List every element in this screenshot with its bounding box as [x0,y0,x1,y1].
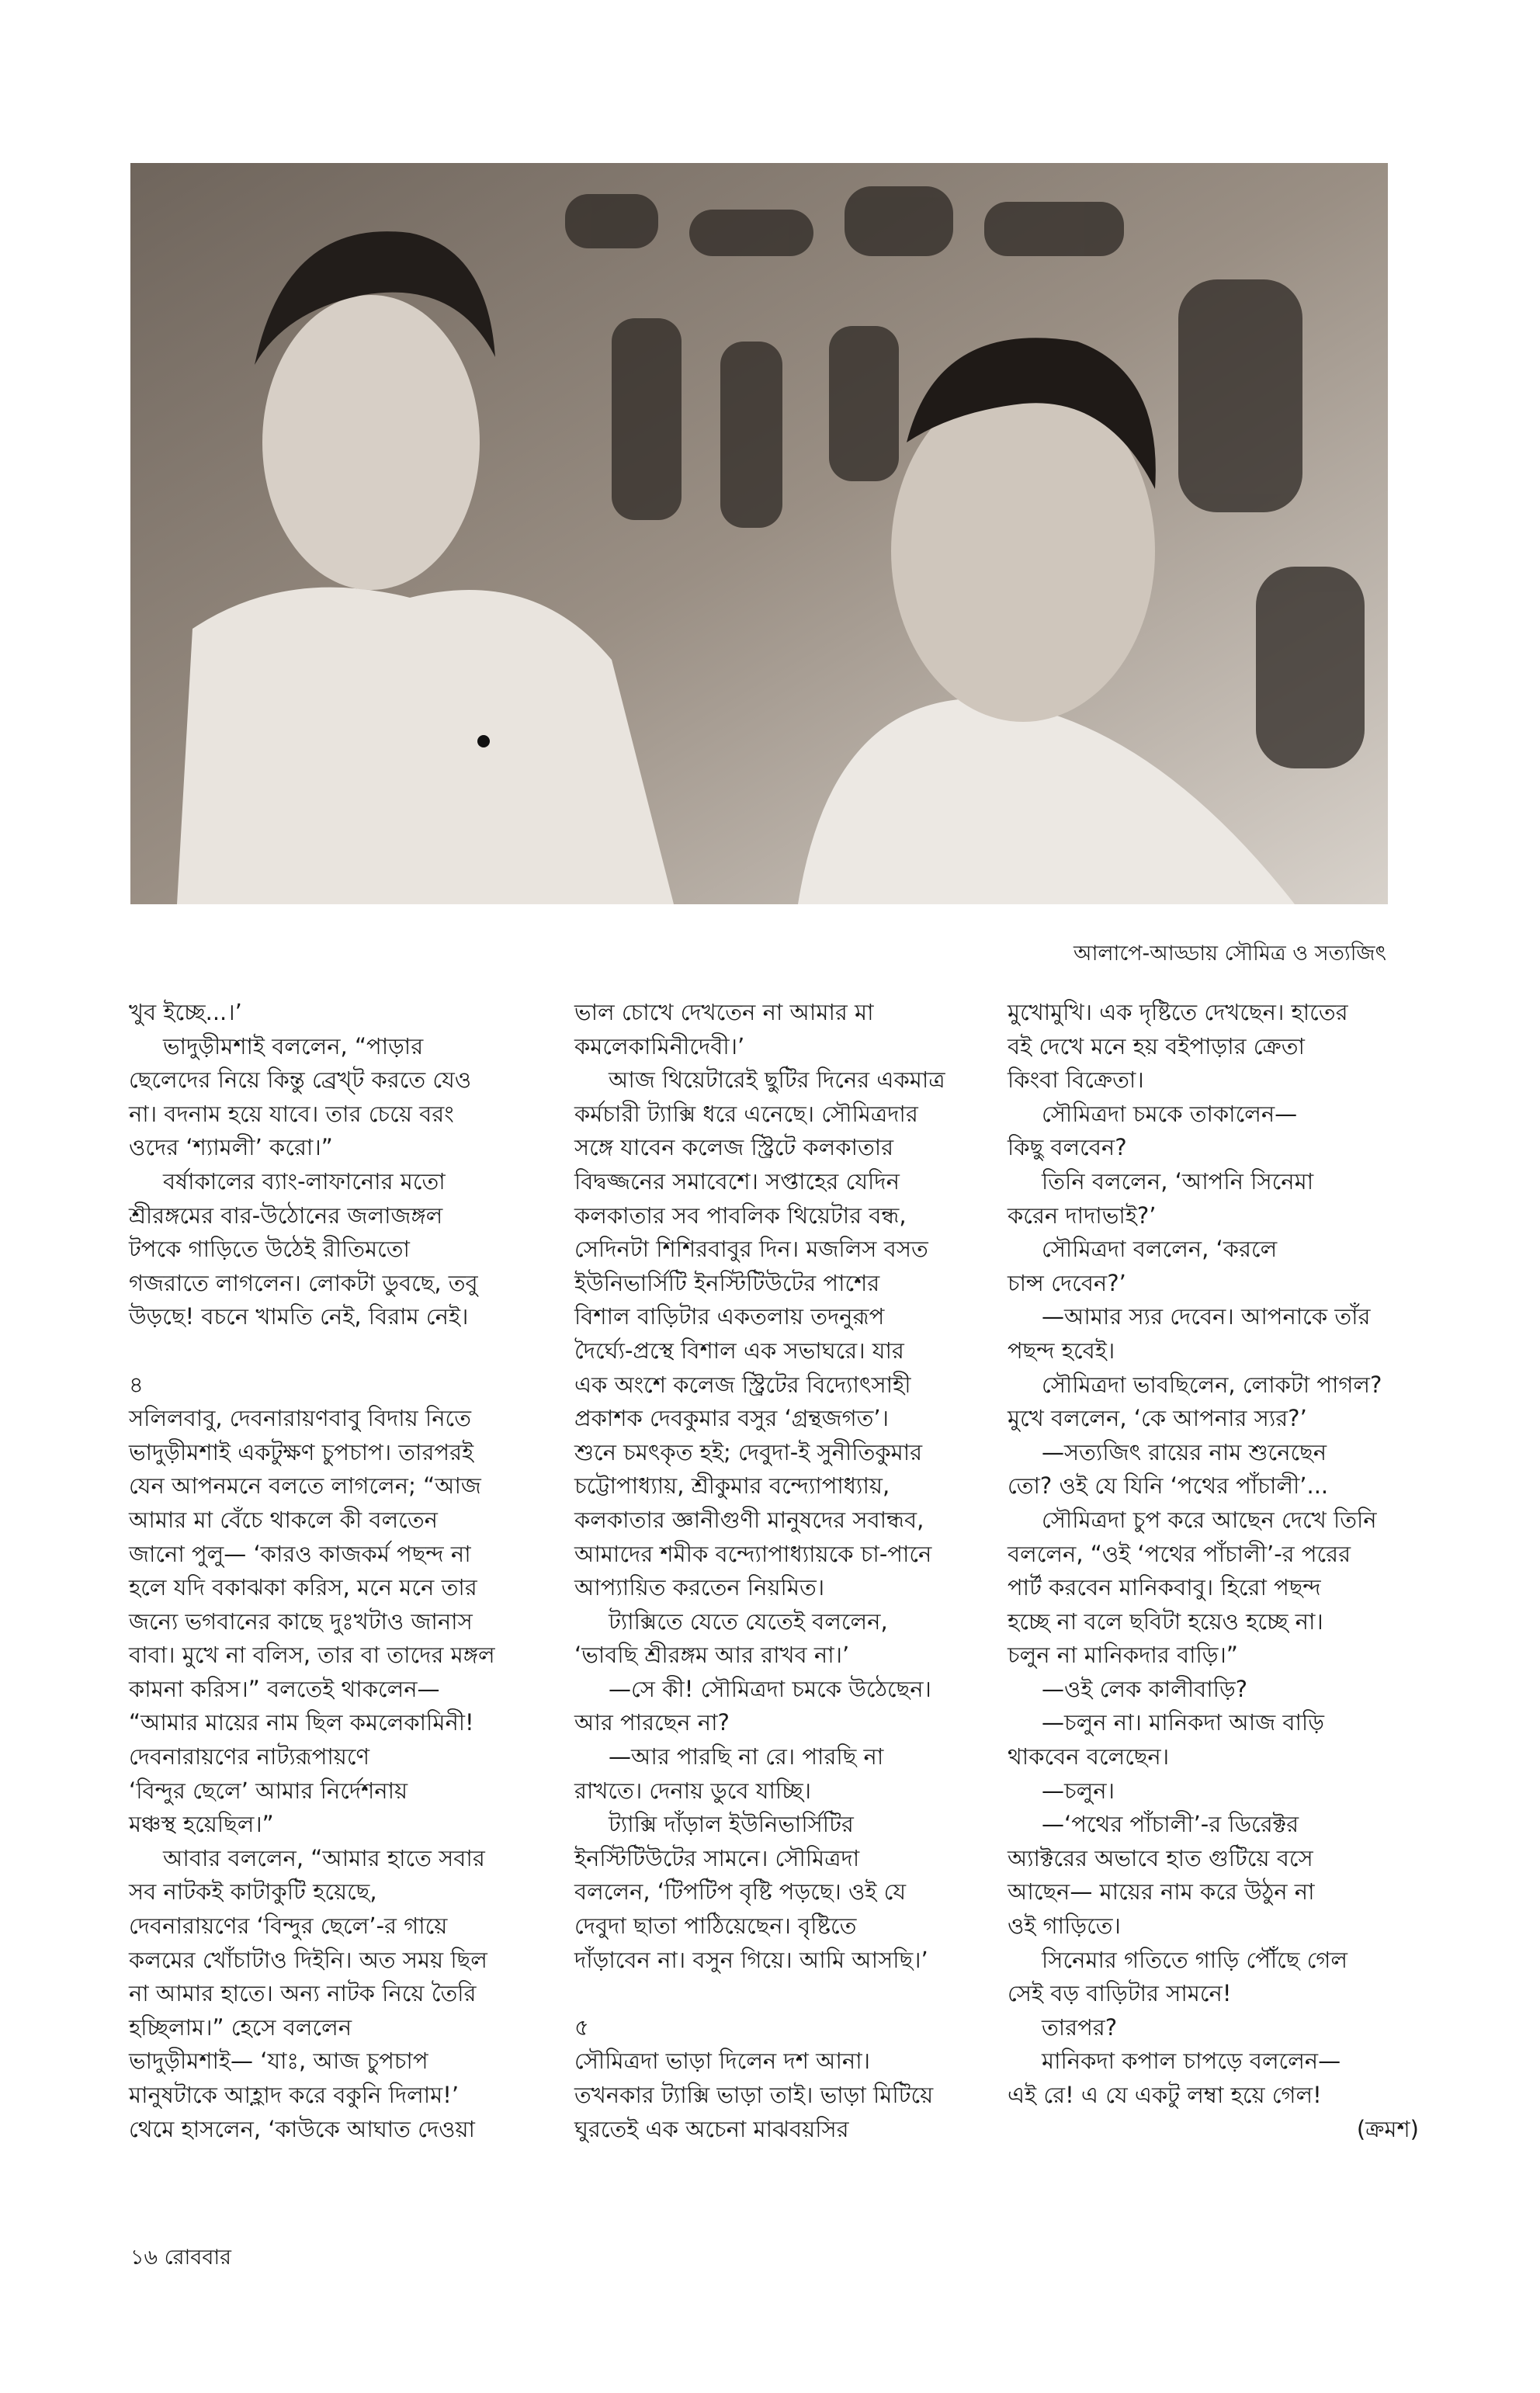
text-line: আপ্যায়িত করতেন নিয়মিত। [574,1574,825,1601]
text-line: —আমার স্যর দেবেন। আপনাকে তাঁর [1042,1303,1371,1330]
text-line: সৌমিত্রদা চুপ করে আছেন দেখে তিনি [1042,1506,1377,1533]
text-line: পছন্দ হবেই। [1008,1337,1115,1364]
text-line: দেবনারায়ণের নাট্যরূপায়ণে [129,1743,370,1770]
text-line: হচ্ছিলাম।” হেসে বললেন [129,2013,352,2041]
text-line: ‘ভাবছি শ্রীরঙ্গম আর রাখব না।’ [574,1642,850,1669]
text-line: কামনা করিস।” বলতেই থাকলেন— [129,1675,440,1702]
text-line: সৌমিত্রদা ভাবছিলেন, লোকটা পাগল? [1042,1371,1382,1398]
text-line: ‘বিন্দুর ছেলে’ আমার নির্দেশনায় [129,1777,408,1804]
text-line: —চলুন। [1042,1777,1115,1804]
text-line: মানুষটাকে আহ্লাদ করে বকুনি দিলাম!’ [129,2082,460,2108]
text-column-2 [574,996,994,2146]
text-line: খুব ইচ্ছে...।’ [129,999,242,1025]
text-line: —চলুন না। মানিকদা আজ বাড়ি [1042,1709,1324,1736]
text-line: —‘পথের পাঁচালী’-র ডিরেক্টর [1042,1811,1299,1838]
text-line: যেন আপনমনে বলতে লাগলেন; “আজ [129,1472,481,1500]
text-line: সঙ্গে যাবেন কলেজ স্ট্রিটে কলকাতার [574,1134,894,1161]
text-line: সিনেমার গতিতে গাড়ি পৌঁছে গেল [1042,1946,1348,1973]
text-line: চান্স দেবেন?’ [1008,1269,1126,1296]
text-line: সৌমিত্রদা ভাড়া দিলেন দশ আনা। [574,2048,870,2075]
text-column-1 [129,996,548,2146]
text-line: জানো পুলু— ‘কারও কাজকর্ম পছন্দ না [129,1540,471,1567]
text-line: বললেন, “ওই ‘পথের পাঁচালী’-র পরের [1008,1540,1351,1567]
text-line: শ্রীরঙ্গমের বার-উঠোনের জলাজঙ্গল [129,1202,443,1229]
text-line: সেদিনটা শিশিরবাবুর দিন। মজলিস বসত [574,1236,928,1263]
text-line: হলে যদি বকাঝকা করিস, মনে মনে তার [129,1574,477,1601]
text-line: ঘুরতেই এক অচেনা মাঝবয়সির [574,2115,849,2142]
text-line: সৌমিত্রদা চমকে তাকালেন— [1042,1100,1298,1127]
text-line: থেমে হাসলেন, ‘কাউকে আঘাত দেওয়া [129,2115,475,2142]
text-line: রাখতে। দেনায় ডুবে যাচ্ছি। [574,1777,812,1804]
text-line [129,1334,548,1368]
text-line: মুখে বললেন, ‘কে আপনার স্যর?’ [1008,1405,1307,1432]
text-line: বললেন, ‘টিপটিপ বৃষ্টি পড়ছে। ওই যে [574,1878,907,1906]
text-line: কিংবা বিক্রেতা। [1008,1066,1144,1094]
text-line: “আমার মায়ের নাম ছিল কমলেকামিনী! [129,1709,474,1736]
text-line: সলিলবাবু, দেবনারায়ণবাবু বিদায় নিতে [129,1405,471,1432]
text-line: মঞ্চস্থ হয়েছিল।” [129,1811,274,1838]
text-line: —ওই লেক কালীবাড়ি? [1042,1675,1248,1702]
text-line: আছেন— মায়ের নাম করে উঠুন না [1008,1878,1315,1906]
photo-image [130,163,1388,904]
text-line: প্রকাশক দেবকুমার বসুর ‘গ্রন্থজগত’। [574,1405,889,1432]
text-column-3 [1008,996,1427,2146]
text-line: ট্যাক্সিতে যেতে যেতেই বললেন, [609,1607,888,1635]
text-line: উড়ছে! বচনে খামতি নেই, বিরাম নেই। [129,1303,469,1330]
text-line: কলমের খোঁচাটাও দিইনি। অত সময় ছিল [129,1946,487,1973]
text-line: আবার বললেন, “আমার হাতে সবার [163,1844,485,1871]
text-line: চলুন না মানিকদার বাড়ি।” [1008,1642,1238,1669]
text-line: চট্টোপাধ্যায়, শ্রীকুমার বন্দ্যোপাধ্যায়, [574,1472,890,1500]
text-line: বিদ্বজ্জনের সমাবেশে। সপ্তাহের যেদিন [574,1167,900,1195]
text-line: ওই গাড়িতে। [1008,1913,1121,1940]
text-line: না। বদনাম হয়ে যাবে। তার চেয়ে বরং [129,1100,454,1127]
text-line: তো? ওই যে যিনি ‘পথের পাঁচালী’... [1008,1472,1329,1500]
article-photo [130,163,1388,904]
text-line: এই রে! এ যে একটু লম্বা হয়ে গেল! [1008,2082,1322,2108]
text-line: ভাদুড়ীমশাই একটুক্ষণ চুপচাপ। তারপরই [129,1438,474,1465]
text-line: পার্ট করবেন মানিকবাবু। হিরো পছন্দ [1008,1574,1321,1601]
text-line: ইনস্টিটিউটের সামনে। সৌমিত্রদা [574,1844,860,1871]
text-line: ভাল চোখে দেখতেন না আমার মা [574,999,874,1025]
text-line: হচ্ছে না বলে ছবিটা হয়েও হচ্ছে না। [1008,1607,1323,1635]
text-line: ৫ [574,2013,589,2041]
text-line: সেই বড় বাড়িটার সামনে! [1008,1980,1232,2007]
text-line: —সত্যজিৎ রায়ের নাম শুনেছেন [1042,1438,1327,1465]
text-line: দাঁড়াবেন না। বসুন গিয়ে। আমি আসছি।’ [574,1946,928,1973]
text-line: আমার মা বেঁচে থাকলে কী বলতেন [129,1506,438,1533]
text-line: গজরাতে লাগলেন। লোকটা ডুবছে, তবু [129,1269,478,1296]
text-line: তখনকার ট্যাক্সি ভাড়া তাই। ভাড়া মিটিয়ে [574,2082,934,2108]
text-line: করেন দাদাভাই?’ [1008,1202,1157,1229]
text-line: টপকে গাড়িতে উঠেই রীতিমতো [129,1236,410,1263]
text-line: তারপর? [1042,2013,1118,2041]
text-line: বিশাল বাড়িটার একতলায় তদনুরূপ [574,1303,885,1330]
text-line: কমলেকামিনীদেবী।’ [574,1032,745,1060]
page-footer: ১৬ রোববার [130,2246,232,2270]
text-line: ছেলেদের নিয়ে কিন্তু ব্রেখ্‌ট করতে যেও [129,1066,472,1094]
text-line: ভাদুড়ীমশাই— ‘যাঃ, আজ চুপচাপ [129,2048,428,2075]
text-line: কর্মচারী ট্যাক্সি ধরে এনেছে। সৌমিত্রদার [574,1100,918,1127]
text-line: আর পারছেন না? [574,1709,730,1736]
text-line: আমাদের শমীক বন্দ্যোপাধ্যায়কে চা-পানে [574,1540,932,1567]
text-line: —সে কী! সৌমিত্রদা চমকে উঠেছেন। [609,1675,931,1702]
continued-label: (ক্রমশ) [1356,2115,1419,2142]
text-line: —আর পারছি না রে। পারছি না [609,1743,884,1770]
text-line: দেবনারায়ণের ‘বিন্দুর ছেলে’-র গায়ে [129,1913,448,1940]
text-line: ওদের ‘শ্যামলী’ করো।” [129,1134,333,1161]
text-line: তিনি বললেন, ‘আপনি সিনেমা [1042,1167,1314,1195]
text-line: আজ থিয়েটারেই ছুটির দিনের একমাত্র [609,1066,945,1094]
text-line: ৪ [129,1371,144,1398]
text-line: সব নাটকই কাটাকুটি হয়েছে, [129,1878,377,1906]
text-line [574,1977,994,2011]
text-line: শুনে চমৎকৃত হই; দেবুদা-ই সুনীতিকুমার [574,1438,923,1465]
text-line: মুখোমুখি। এক দৃষ্টিতে দেখছেন। হাতের [1008,999,1348,1025]
text-line: কিছু বলবেন? [1008,1134,1127,1161]
text-line: থাকবেন বলেছেন। [1008,1743,1170,1770]
text-line: অ্যাক্টরের অভাবে হাত গুটিয়ে বসে [1008,1844,1313,1871]
text-line: জন্যে ভগবানের কাছে দুঃখটাও জানাস [129,1607,473,1635]
text-line: না আমার হাতে। অন্য নাটক নিয়ে তৈরি [129,1980,477,2007]
text-line: কলকাতার জ্ঞানীগুণী মানুষদের সবান্ধব, [574,1506,924,1533]
text-line: দৈর্ঘ্যে-প্রস্থে বিশাল এক সভাঘরে। যার [574,1337,904,1364]
text-line: ট্যাক্সি দাঁড়াল ইউনিভার্সিটির [609,1811,854,1838]
text-line: এক অংশে কলেজ স্ট্রিটের বিদ্যোৎসাহী [574,1371,911,1398]
photo-caption: আলাপে-আড্ডায় সৌমিত্র ও সত্যজিৎ [1073,942,1386,966]
text-line: বই দেখে মনে হয় বইপাড়ার ক্রেতা [1008,1032,1305,1060]
text-line: মানিকদা কপাল চাপড়ে বললেন— [1042,2048,1341,2075]
text-line: বাবা। মুখে না বলিস, তার বা তাদের মঙ্গল [129,1642,495,1669]
text-line: ভাদুড়ীমশাই বললেন, “পাড়ার [163,1032,424,1060]
text-line: সৌমিত্রদা বললেন, ‘করলে [1042,1236,1278,1263]
text-line: বর্ষাকালের ব্যাং-লাফানোর মতো [163,1167,446,1195]
text-line: কলকাতার সব পাবলিক থিয়েটার বন্ধ, [574,1202,907,1229]
text-line: দেবুদা ছাতা পাঠিয়েছেন। বৃষ্টিতে [574,1913,857,1940]
text-line: ইউনিভার্সিটি ইনস্টিটিউটের পাশের [574,1269,880,1296]
